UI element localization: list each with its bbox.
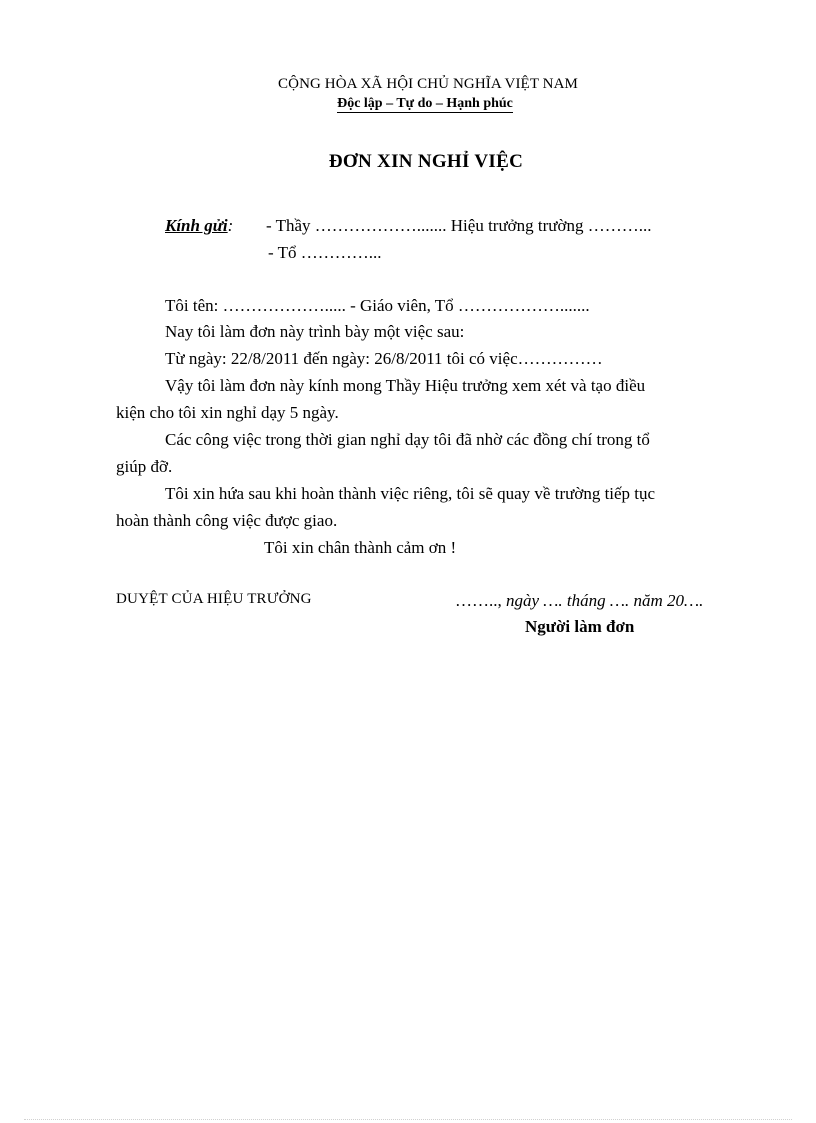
signer-label: Người làm đơn <box>525 617 635 636</box>
recipient-line-1: - Thầy ………………....... Hiệu trưởng trường ………... <box>266 216 652 235</box>
handover-line-1: Các công việc trong thời gian nghỉ dạy tôi đã nhờ các đồng chí trong tổ <box>165 430 650 449</box>
thanks-line: Tôi xin chân thành cảm ơn ! <box>264 538 457 557</box>
request-line-2: kiện cho tôi xin nghỉ dạy 5 ngày. <box>116 403 339 422</box>
request-line-1: Vậy tôi làm đơn này kính mong Thầy Hiệu trưởng xem xét và tạo điều <box>165 376 646 395</box>
motto <box>0 96 816 112</box>
recipient-label-colon: : <box>227 216 234 235</box>
motto-text: Độc lập – Tự do – Hạnh phúc <box>337 96 513 111</box>
document-title: ĐƠN XIN NGHỈ VIỆC <box>328 151 524 172</box>
promise-line-1: Tôi xin hứa sau khi hoàn thành việc riêng, tôi sẽ quay về trường tiếp tục <box>165 484 656 503</box>
name-line: Tôi tên: ………………..... - Giáo viên, Tổ ………………....... <box>165 296 590 315</box>
national-title: CỘNG HÒA XÃ HỘI CHỦ NGHĨA VIỆT NAM <box>278 76 578 92</box>
promise-line-2: hoàn thành công việc được giao. <box>116 511 338 530</box>
handover-line-2: giúp đỡ. <box>116 457 173 476</box>
date-prefix: …….., <box>455 591 502 610</box>
page-bottom-rule <box>24 1119 792 1120</box>
approval-label: DUYỆT CỦA HIỆU TRƯỞNG <box>116 591 312 607</box>
recipient-line-2: - Tổ …………... <box>268 243 382 262</box>
date-line <box>455 591 703 611</box>
dates-line: Từ ngày: 22/8/2011 đến ngày: 26/8/2011 tôi có việc…………… <box>165 349 603 368</box>
intro-line: Nay tôi làm đơn này trình bày một việc sau: <box>165 322 465 341</box>
date-text: ngày …. tháng …. năm 20…. <box>501 591 704 610</box>
recipient-label <box>165 216 233 236</box>
recipient-label-text: Kính gửi <box>165 216 228 235</box>
